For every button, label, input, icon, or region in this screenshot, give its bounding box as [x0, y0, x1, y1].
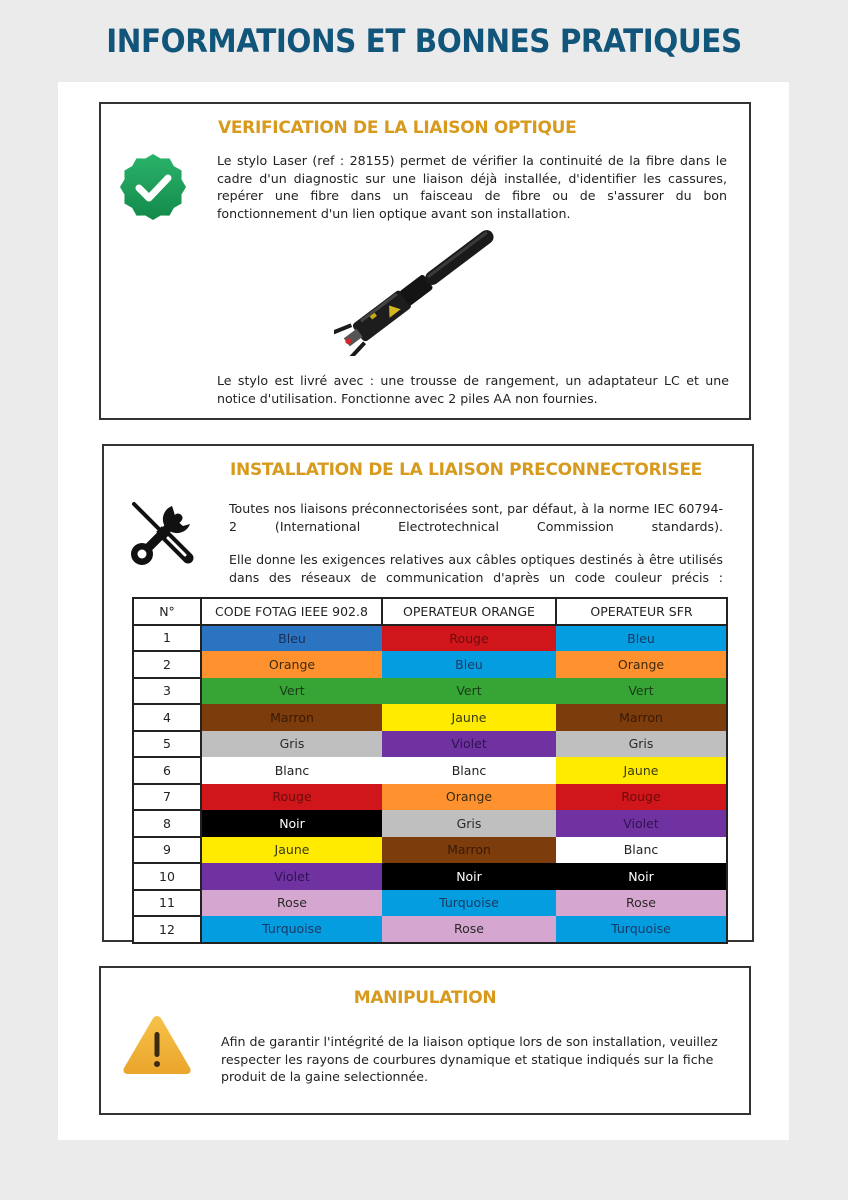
orange-color-cell: Noir	[382, 863, 556, 890]
installation-paragraph-1: Toutes nos liaisons préconnectorisées sont, par défaut, à la norme IEC 60794-2 (International Electrotechnical Commission standards).	[229, 501, 723, 534]
verification-title: VERIFICATION DE LA LIAISON OPTIQUE	[218, 118, 577, 138]
orange-color-cell: Gris	[382, 810, 556, 837]
fiber-number: 9	[133, 837, 201, 864]
laser-pen-image	[334, 228, 524, 356]
table-row	[133, 890, 727, 917]
fotag-color-cell: Vert	[201, 678, 382, 705]
orange-color-cell: Vert	[382, 678, 556, 705]
table-header-row	[133, 598, 727, 625]
sfr-color-cell: Turquoise	[556, 916, 727, 943]
table-row	[133, 625, 727, 652]
color-code-table	[132, 597, 728, 944]
sfr-color-cell: Orange	[556, 651, 727, 678]
sfr-color-cell: Gris	[556, 731, 727, 758]
fotag-color-cell: Blanc	[201, 757, 382, 784]
content-panel	[58, 82, 789, 1140]
fotag-color-cell: Turquoise	[201, 916, 382, 943]
manipulation-section	[99, 966, 751, 1115]
orange-color-cell: Bleu	[382, 651, 556, 678]
verification-paragraph: Le stylo Laser (ref : 28155) permet de vérifier la continuité de la fibre dans le cadre d'un diagnostic sur une liaison déjà installée, d'identifier les cassures, repérer une fibre dans un faisceau de fibre ou de s'assurer du bon fonctionnement d'un lien optique avant son installation.	[217, 153, 727, 221]
sfr-color-cell: Rose	[556, 890, 727, 917]
header-number: N°	[133, 598, 201, 625]
table-row	[133, 784, 727, 811]
sfr-color-cell: Noir	[556, 863, 727, 890]
fiber-number: 5	[133, 731, 201, 758]
installation-section	[102, 444, 754, 942]
page-title: INFORMATIONS ET BONNES PRATIQUES	[106, 22, 742, 60]
orange-color-cell: Blanc	[382, 757, 556, 784]
table-row	[133, 678, 727, 705]
fiber-number: 8	[133, 810, 201, 837]
installation-title: INSTALLATION DE LA LIAISON PRECONNECTORISEE	[230, 460, 702, 480]
tools-icon	[128, 498, 198, 568]
fotag-color-cell: Gris	[201, 731, 382, 758]
warning-icon	[121, 1012, 193, 1078]
fiber-number: 6	[133, 757, 201, 784]
sfr-color-cell: Rouge	[556, 784, 727, 811]
fiber-number: 10	[133, 863, 201, 890]
fotag-color-cell: Bleu	[201, 625, 382, 652]
sfr-color-cell: Marron	[556, 704, 727, 731]
header-sfr: OPERATEUR SFR	[556, 598, 727, 625]
fotag-color-cell: Violet	[201, 863, 382, 890]
fiber-number: 4	[133, 704, 201, 731]
orange-color-cell: Rouge	[382, 625, 556, 652]
table-row	[133, 810, 727, 837]
sfr-color-cell: Blanc	[556, 837, 727, 864]
manipulation-title: MANIPULATION	[353, 988, 497, 1008]
table-row	[133, 651, 727, 678]
sfr-color-cell: Bleu	[556, 625, 727, 652]
table-row	[133, 757, 727, 784]
sfr-color-cell: Jaune	[556, 757, 727, 784]
fotag-color-cell: Orange	[201, 651, 382, 678]
header-fotag: CODE FOTAG IEEE 902.8	[201, 598, 382, 625]
table-row	[133, 916, 727, 943]
fiber-number: 1	[133, 625, 201, 652]
table-row	[133, 704, 727, 731]
verification-section	[99, 102, 751, 420]
table-row	[133, 731, 727, 758]
manipulation-paragraph: Afin de garantir l'intégrité de la liaison optique lors de son installation, veuillez respecter les rayons de courbures dynamique et statique indiqués sur la fiche produit de la gaine selectionnée.	[221, 1034, 718, 1084]
fotag-color-cell: Jaune	[201, 837, 382, 864]
orange-color-cell: Turquoise	[382, 890, 556, 917]
fiber-number: 7	[133, 784, 201, 811]
fiber-number: 2	[133, 651, 201, 678]
fotag-color-cell: Rose	[201, 890, 382, 917]
fiber-number: 12	[133, 916, 201, 943]
verification-footer: Le stylo est livré avec : une trousse de rangement, un adaptateur LC et une notice d'utilisation. Fonctionne avec 2 piles AA non fournies.	[217, 373, 729, 406]
fotag-color-cell: Marron	[201, 704, 382, 731]
table-row	[133, 837, 727, 864]
orange-color-cell: Violet	[382, 731, 556, 758]
fotag-color-cell: Rouge	[201, 784, 382, 811]
orange-color-cell: Jaune	[382, 704, 556, 731]
fiber-number: 3	[133, 678, 201, 705]
header-orange: OPERATEUR ORANGE	[382, 598, 556, 625]
orange-color-cell: Rose	[382, 916, 556, 943]
installation-paragraph-2: Elle donne les exigences relatives aux câbles optiques destinés à être utilisés dans des réseaux de communication d'après un code couleur précis :	[229, 552, 723, 585]
table-row	[133, 863, 727, 890]
fiber-number: 11	[133, 890, 201, 917]
fotag-color-cell: Noir	[201, 810, 382, 837]
sfr-color-cell: Vert	[556, 678, 727, 705]
check-badge-icon	[118, 152, 188, 222]
orange-color-cell: Marron	[382, 837, 556, 864]
sfr-color-cell: Violet	[556, 810, 727, 837]
orange-color-cell: Orange	[382, 784, 556, 811]
